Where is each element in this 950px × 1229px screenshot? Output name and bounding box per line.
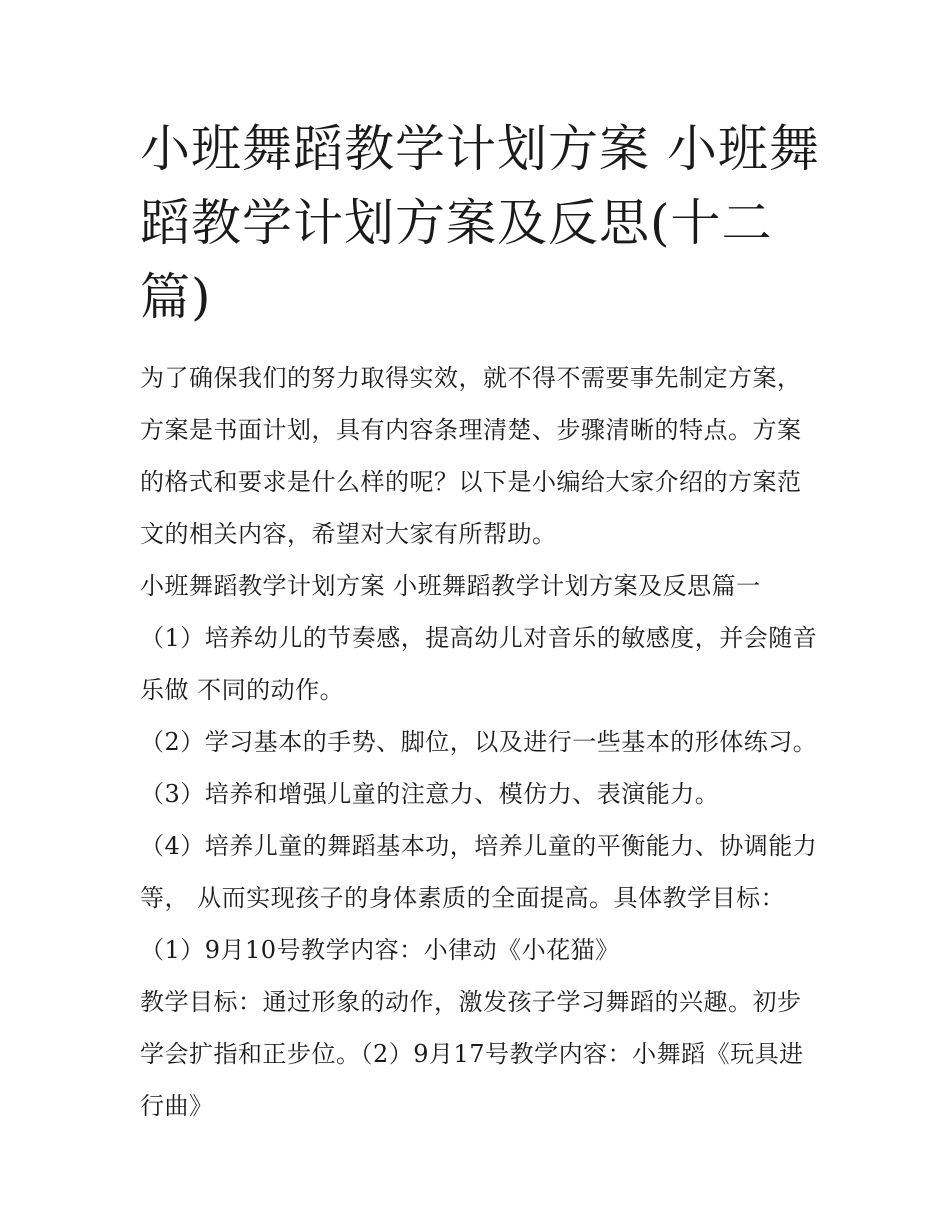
intro-paragraph: 为了确保我们的努力取得实效，就不得不需要事先制定方案，方案是书面计划，具有内容条理清楚、步骤清晰的特点。方案的格式和要求是什么样的呢？以下是小编给大家介绍的方案范文的相关内容，希望对大家有所帮助。	[140, 364, 802, 548]
document-title: 小班舞蹈教学计划方案 小班舞蹈教学计划方案及反思(十二篇)	[140, 120, 820, 326]
goal-paragraph-3: （4）培养儿童的舞蹈基本功，培养儿童的平衡能力、协调能力等， 从而实现孩子的身体素质的全面提高。具体教学目标：（1）9月10号教学内容：小律动《小花猫》	[140, 832, 818, 964]
goal-paragraph-2: （2）学习基本的手势、脚位，以及进行一些基本的形体练习。（3）培养和增强儿童的注意力、模仿力、表演能力。	[140, 728, 818, 808]
section-heading: 小班舞蹈教学计划方案 小班舞蹈教学计划方案及反思篇一	[140, 572, 761, 600]
document-body	[140, 352, 820, 1132]
goal-paragraph-1: （1）培养幼儿的节奏感，提高幼儿对音乐的敏感度，并会随音乐做 不同的动作。	[140, 624, 818, 704]
lesson-paragraph: 教学目标：通过形象的动作，激发孩子学习舞蹈的兴趣。初步学会扩指和正步位。（2）9月17号教学内容：小舞蹈《玩具进行曲》	[140, 988, 804, 1120]
